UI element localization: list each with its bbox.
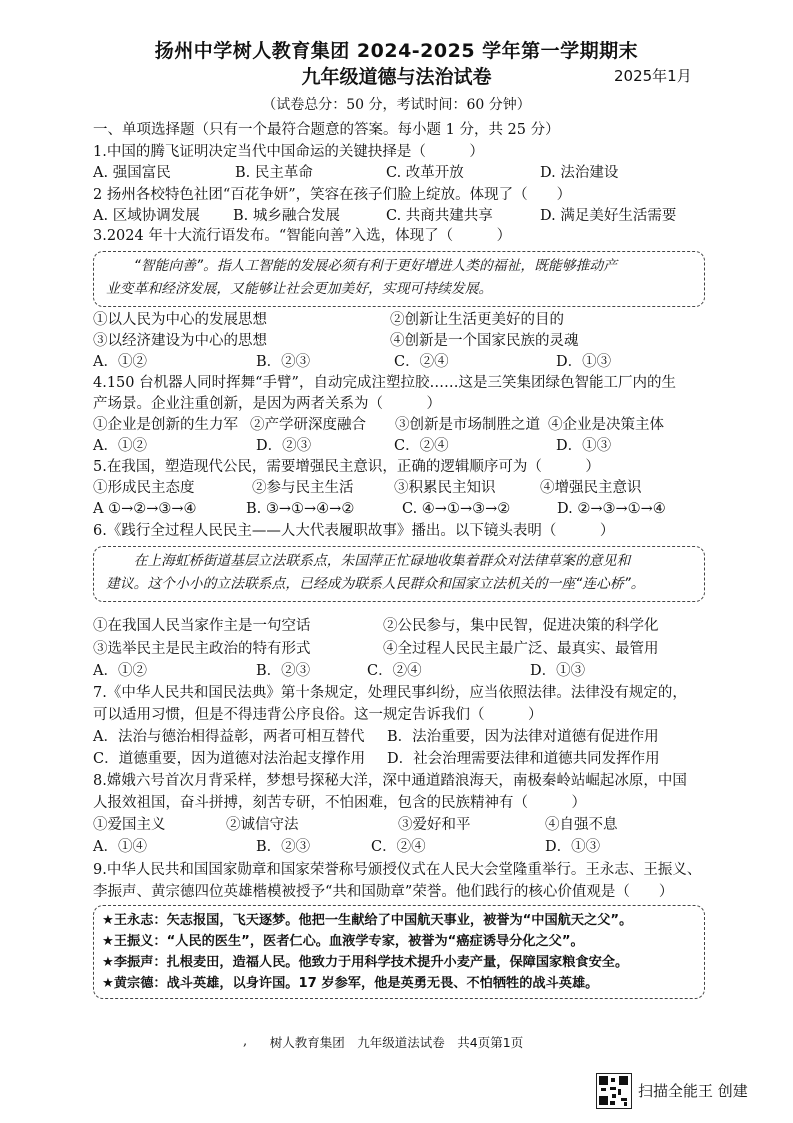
q7-option-b: B．法治重要，因为法律对道德有促进作用 (387, 729, 659, 745)
q7-option-c: C．道德重要，因为道德对法治起支撑作用 (93, 751, 366, 767)
q3-item-1: ①以人民为中心的发展思想 (93, 312, 267, 328)
q6-material-line: 建议。这个小小的立法联系点，已经成为联系人民群众和国家立法机关的一座“连心桥”。 (106, 576, 645, 592)
scanner-brand-label: 扫描全能王 创建 (638, 1082, 748, 1100)
footer-mark: , (243, 1034, 248, 1049)
q2-option-c: C. 共商共建共享 (386, 208, 493, 224)
q8-stem-cont: 人报效祖国，奋斗拼搏，刻苦专研，不怕困难，包含的民族精神有（ ） (93, 795, 586, 811)
q4-stem-cont: 产场景。企业注重创新，是因为两者关系为（ ） (93, 396, 441, 412)
q3-item-2: ②创新让生活更美好的目的 (390, 312, 564, 328)
q1-option-a: A. 强国富民 (93, 165, 171, 181)
q6-stem: 6.《践行全过程人民民主——人大代表履职故事》播出。以下镜头表明（ ） (93, 523, 615, 539)
q8-option-c: C．②④ (371, 839, 426, 855)
q3-item-4: ④创新是一个国家民族的灵魂 (390, 333, 579, 349)
q8-option-a: A．①④ (93, 839, 147, 855)
q3-option-a: A．①② (93, 354, 147, 370)
q3-option-d: D．①③ (556, 354, 612, 370)
q5-option-c: C. ④→①→③→② (402, 501, 511, 517)
exam-title: 扬州中学树人教育集团 2024-2025 学年第一学期期末 (154, 40, 639, 62)
exam-date: 2025年1月 (614, 67, 692, 85)
q3-material-line: “智能向善”。指人工智能的发展必须有利于更好增进人类的福祉，既能够推动产 (133, 258, 617, 274)
q3-option-b: B．②③ (256, 354, 311, 370)
q2-option-d: D. 满足美好生活需要 (540, 208, 677, 224)
q6-option-a: A．①② (93, 663, 147, 679)
section-heading: 一、单项选择题（只有一个最符合题意的答案。每小题 1 分，共 25 分） (93, 122, 560, 138)
q9-hero-line: ★王振义：“人民的医生”，医者仁心。血液学专家，被誉为“癌症诱导分化之父”。 (102, 934, 584, 949)
exam-info: （试卷总分：50 分，考试时间：60 分钟） (262, 97, 531, 113)
q5-item-2: ②参与民主生活 (252, 480, 354, 496)
qr-code-icon (596, 1073, 632, 1109)
q3-item-3: ③以经济建设为中心的思想 (93, 333, 267, 349)
q7-option-d: D．社会治理需要法律和道德共同发挥作用 (387, 751, 660, 767)
q6-option-d: D．①③ (530, 663, 586, 679)
q9-stem-cont: 李振声、黄宗德四位英雄楷模被授予“共和国勋章”荣誉。他们践行的核心价值观是（ ） (93, 884, 674, 900)
q2-stem: 2 扬州各校特色社团“百花争妍”，笑容在孩子们脸上绽放。体现了（ ） (93, 187, 572, 203)
q9-material-box (93, 905, 705, 999)
q4-item-2: ②产学研深度融合 (250, 417, 366, 433)
q6-item-3: ③选举民主是民主政治的特有形式 (93, 641, 311, 657)
q4-option-a: A．①② (93, 438, 147, 454)
q5-item-1: ①形成民主态度 (93, 480, 195, 496)
q4-item-1: ①企业是创新的生力军 (93, 417, 238, 433)
q4-stem: 4.150 台机器人同时挥舞“手臂”，自动完成注塑拉胶……这是三笑集团绿色智能工厂内的生 (93, 375, 676, 391)
q3-stem: 3.2024 年十大流行语发布。“智能向善”入选，体现了（ ） (93, 228, 512, 244)
q5-option-a: A ①→②→③→④ (93, 501, 197, 517)
q8-item-3: ③爱好和平 (398, 817, 471, 833)
q5-option-b: B. ③→①→④→② (246, 501, 355, 517)
q8-item-1: ①爱国主义 (93, 817, 166, 833)
page-footer: 树人教育集团 九年级道法试卷 共4页第1页 (269, 1035, 524, 1050)
q3-option-c: C．②④ (394, 354, 449, 370)
q9-hero-line: ★黄宗德：战斗英雄，以身许国。17 岁参军，他是英勇无畏、不怕牺牲的战斗英雄。 (102, 976, 599, 991)
q8-option-d: D．①③ (545, 839, 601, 855)
q1-option-b: B. 民主革命 (235, 165, 313, 181)
q6-item-4: ④全过程人民民主最广泛、最真实、最管用 (383, 641, 659, 657)
q6-option-c: C．②④ (367, 663, 422, 679)
q7-stem-cont: 可以适用习惯，但是不得违背公序良俗。这一规定告诉我们（ ） (93, 707, 543, 723)
q5-item-4: ④增强民主意识 (540, 480, 642, 496)
q7-stem: 7.《中华人民共和国民法典》第十条规定，处理民事纠纷，应当依照法律。法律没有规定的， (93, 685, 687, 701)
q3-material-line: 业变革和经济发展，又能够让社会更加美好，实现可持续发展。 (106, 281, 493, 297)
q2-option-b: B. 城乡融合发展 (233, 208, 340, 224)
q8-option-b: B．②③ (256, 839, 311, 855)
q6-material-box (93, 546, 705, 602)
q9-hero-line: ★王永志：矢志报国，飞天逐梦。他把一生献给了中国航天事业，被誉为“中国航天之父”。 (102, 913, 633, 928)
q4-item-3: ③创新是市场制胜之道 (395, 417, 540, 433)
q2-option-a: A. 区域协调发展 (93, 208, 200, 224)
q1-option-d: D. 法治建设 (540, 165, 619, 181)
q8-item-4: ④自强不息 (545, 817, 618, 833)
q3-material-box (93, 251, 705, 307)
q1-stem: 1.中国的腾飞证明决定当代中国命运的关键抉择是（ ） (93, 144, 484, 160)
q4-item-4: ④企业是决策主体 (548, 417, 664, 433)
q6-item-1: ①在我国人民当家作主是一句空话 (93, 618, 311, 634)
q4-option-d: D．①③ (556, 438, 612, 454)
q4-option-c: C．②④ (394, 438, 449, 454)
q9-hero-line: ★李振声：扎根麦田，造福人民。他致力于用科学技术提升小麦产量，保障国家粮食安全。 (102, 955, 629, 970)
q6-material-line: 在上海虹桥街道基层立法联系点，朱国萍正忙碌地收集着群众对法律草案的意见和 (133, 553, 631, 569)
q8-item-2: ②诚信守法 (226, 817, 299, 833)
q9-stem: 9.中华人民共和国国家勋章和国家荣誉称号颁授仪式在人民大会堂隆重举行。王永志、王振义、 (93, 862, 702, 878)
q7-option-a: A．法治与德治相得益彰，两者可相互替代 (93, 729, 365, 745)
q5-option-d: D. ②→③→①→④ (557, 501, 666, 517)
q1-option-c: C. 改革开放 (386, 165, 464, 181)
q6-option-b: B．②③ (256, 663, 311, 679)
q8-stem: 8.嫦娥六号首次月背采样，梦想号探秘大洋，深中通道踏浪海天，南极秦岭站崛起冰原，中国 (93, 773, 687, 789)
q6-item-2: ②公民参与，集中民智，促进决策的科学化 (383, 618, 659, 634)
q5-stem: 5.在我国，塑造现代公民，需要增强民主意识，正确的逻辑顺序可为（ ） (93, 459, 600, 475)
q4-option-b: D．②③ (256, 438, 312, 454)
q5-item-3: ③积累民主知识 (394, 480, 496, 496)
exam-subtitle: 九年级道德与法治试卷 (301, 66, 492, 88)
